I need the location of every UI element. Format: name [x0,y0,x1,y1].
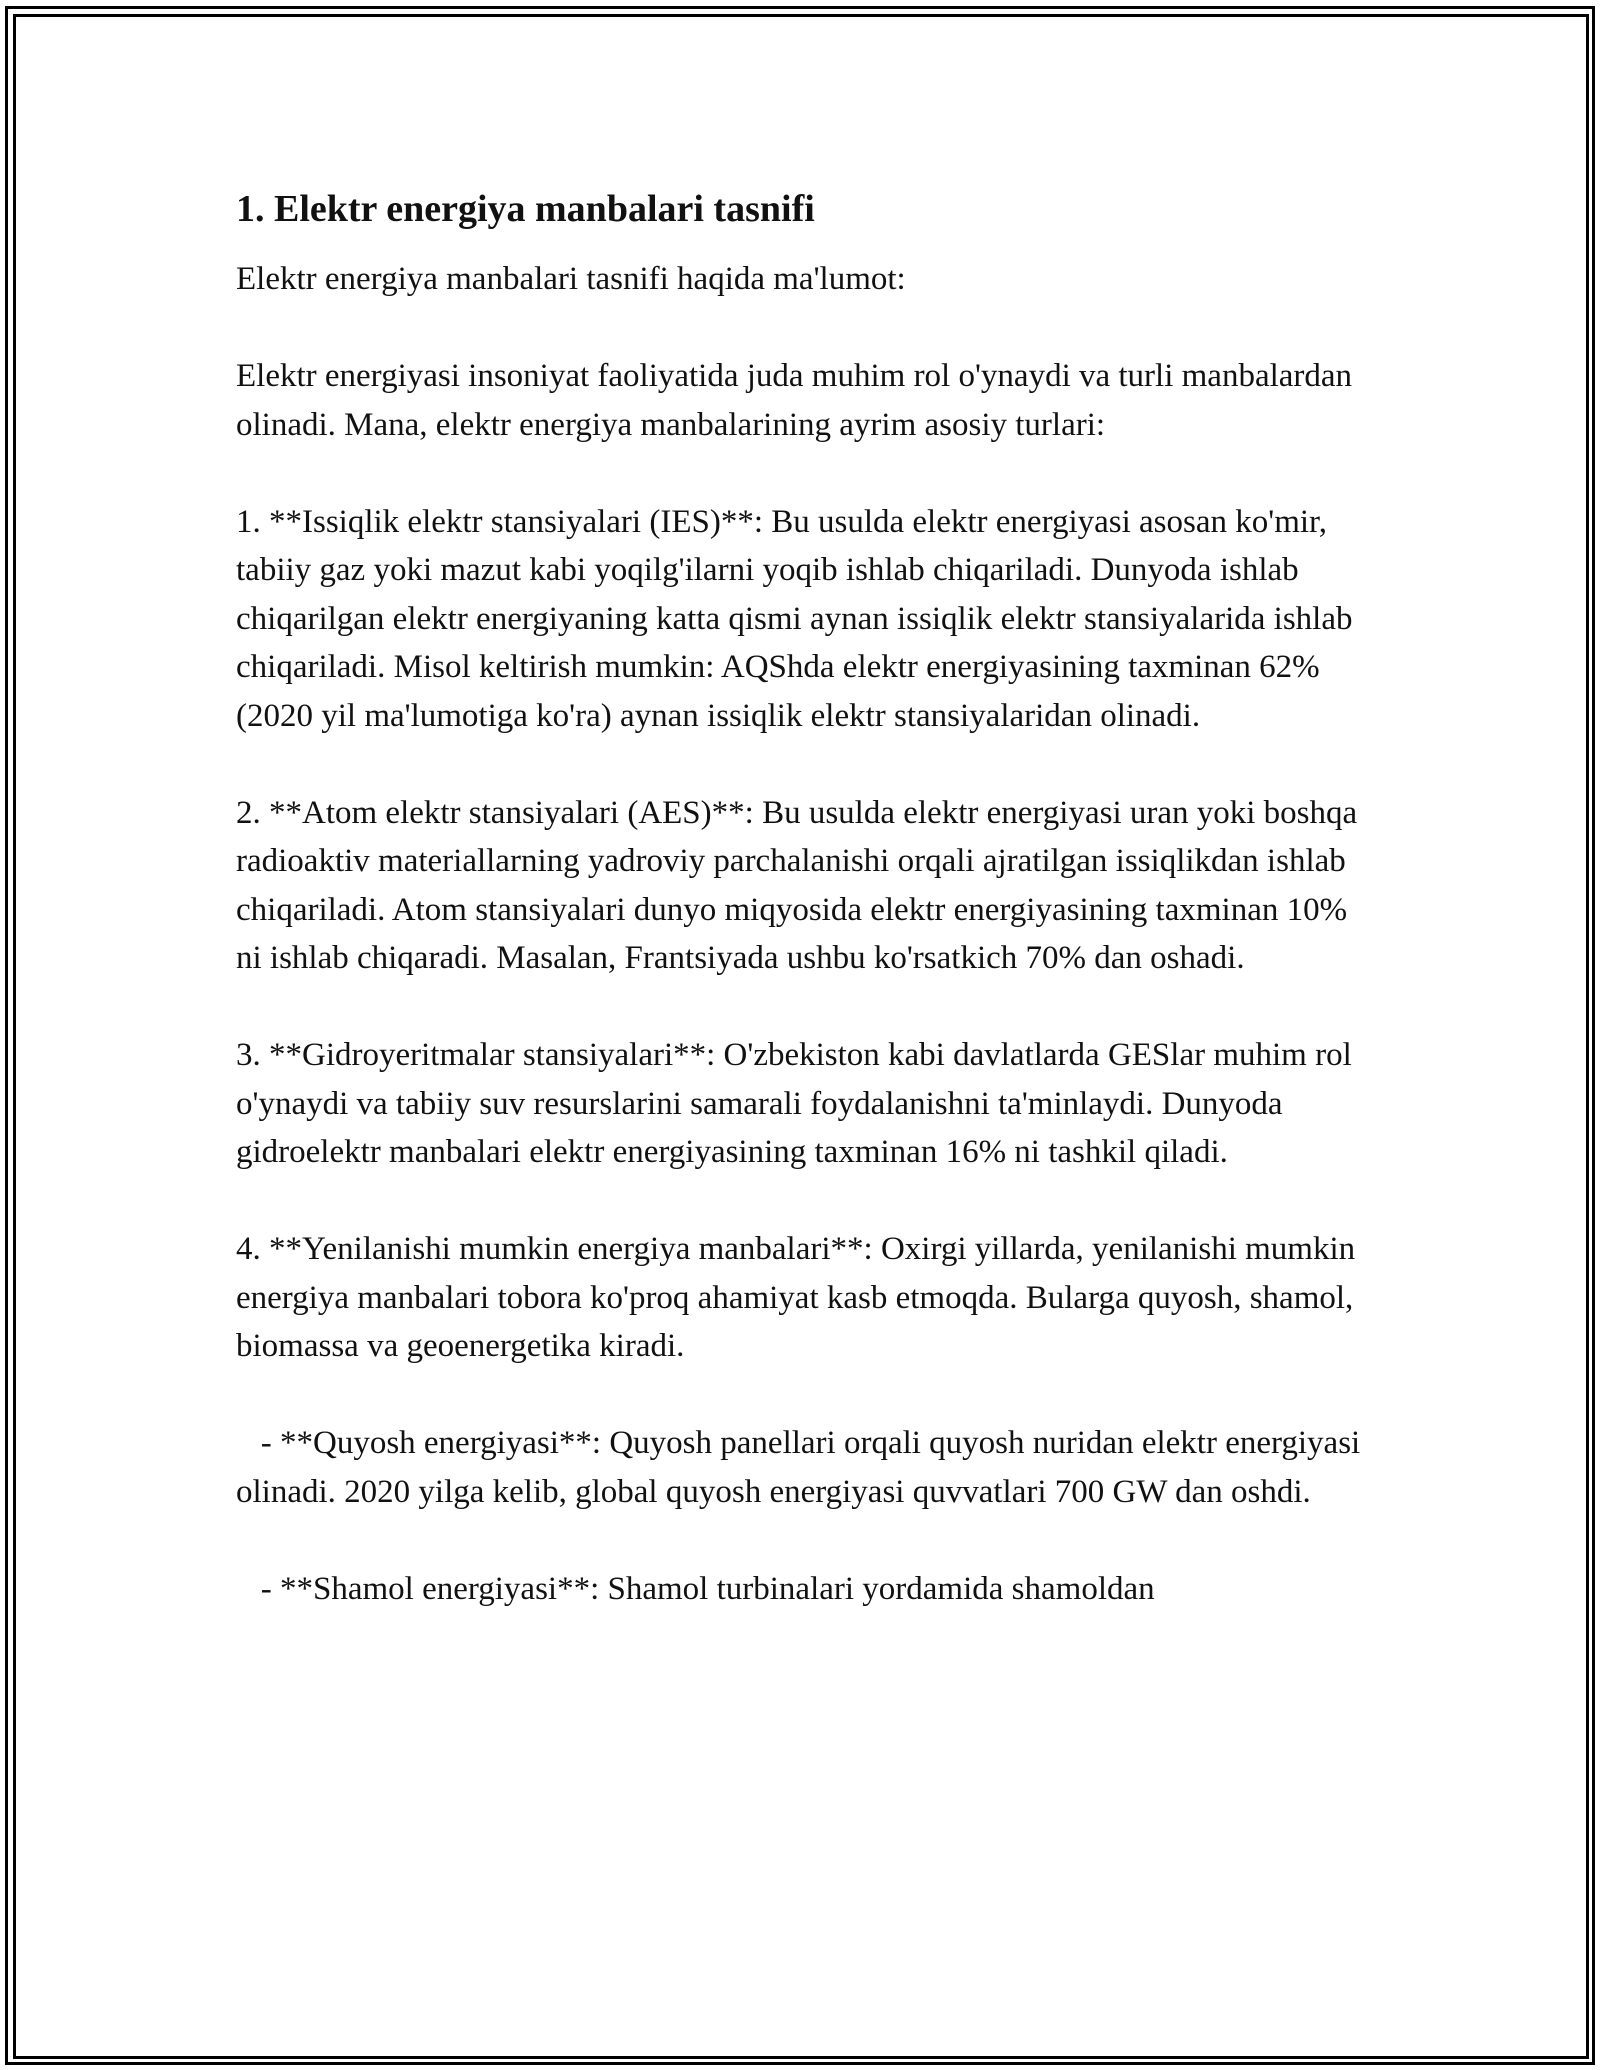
paragraph-intro: Elektr energiyasi insoniyat faoliyatida juda muhim rol o'ynaydi va turli manbalardan olinadi. Mana, elektr energiya manbalarining ayrim asosiy turlari: [236,358,1361,443]
paragraph-ies: 1. **Issiqlik elektr stansiyalari (IES)**: Bu usulda elektr energiyasi asosan ko'mir, tabiiy gaz yoki mazut kabi yoqilg'ilarni yoqib ishlab chiqariladi. Dunyoda ishlab chiqarilgan elektr energiyaning katta qismi aynan issiqlik elektr stansiyalarida ishlab chiqariladi. Misol keltirish mumkin: AQShda elektr energiyasining taxminan 62% (2020 yil ma'lumotiga ko'ra) aynan issiqlik elektr stansiyalaridan olinadi. [236,503,1361,734]
paragraph-solar: - **Quyosh energiyasi**: Quyosh panellari orqali quyosh nuridan elektr energiyasi olinadi. 2020 yilga kelib, global quyosh energiyasi quvvatlari 700 GW dan oshdi. [236,1425,1369,1510]
paragraph-aes: 2. **Atom elektr stansiyalari (AES)**: Bu usulda elektr energiyasi uran yoki boshqa radioaktiv materiallarning yadroviy parchalanishi orqali ajratilgan issiqlikdan ishlab chiqariladi. Atom stansiyalari dunyo miqyosida elektr energiyasining taxminan 10% ni ishlab chiqaradi. Masalan, Frantsiyada ushbu ko'rsatkich 70% dan oshadi. [236,794,1366,976]
paragraph-renewable: 4. **Yenilanishi mumkin energiya manbalari**: Oxirgi yillarda, yenilanishi mumkin energiya manbalari tobora ko'proq ahamiyat kasb etmoqda. Bularga quyosh, shamol, biomassa va geoenergetika kiradi. [236,1231,1364,1364]
paragraph-wind: - **Shamol energiyasi**: Shamol turbinalari yordamida shamoldan [236,1570,1155,1607]
document-body [236,185,1369,1662]
paragraph-hydro: 3. **Gidroyeritmalar stansiyalari**: O'zbekiston kabi davlatlarda GESlar muhim rol o'ynaydi va tabiiy suv resurslarini samarali foydalanishni ta'minlaydi. Dunyoda gidroelektr manbalari elektr energiyasining taxminan 16% ni tashkil qiladi. [236,1037,1360,1170]
intro-line: Elektr energiya manbalari tasnifi haqida ma'lumot: [236,261,906,297]
page-title: 1. Elektr energiya manbalari tasnifi [236,188,815,230]
